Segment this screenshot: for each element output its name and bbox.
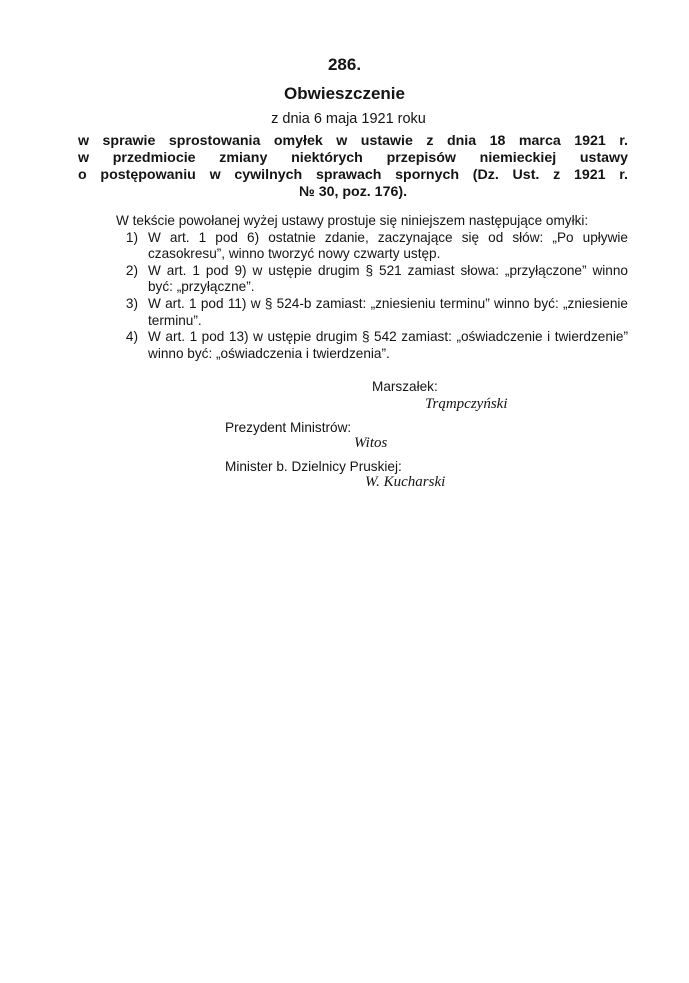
prime-minister-title: Prezydent Ministrów: (225, 420, 352, 435)
marshal-signature: Trąmpczyński (425, 396, 508, 412)
item-text: W art. 1 pod 6) ostatnie zdanie, zaczynające się od słów: „Po upływie czasokresu”, winno tworzyć nowy czwarty ustęp. (148, 229, 628, 262)
corrections-list (78, 230, 628, 363)
list-item (78, 296, 628, 329)
item-number: 4) (125, 329, 138, 345)
item-number: 2) (125, 262, 138, 278)
item-text: W art. 1 pod 9) w ustępie drugim § 521 zamiast słowa: „przyłączone” winno być: „przyłączne”. (148, 262, 628, 295)
list-item (78, 329, 628, 362)
item-text: W art. 1 pod 11) w § 524-b zamiast: „zniesieniu terminu” winno być: „zniesienie terminu”. (148, 295, 628, 328)
marshal-title: Marszałek: (372, 379, 438, 394)
subject-line: o postępowaniu w cywilnych sprawach spornych (Dz. Ust. z 1921 r. (78, 167, 628, 183)
subject-line: w przedmiocie zmiany niektórych przepisów niemieckiej ustawy (78, 150, 628, 166)
document-subject (78, 133, 628, 201)
subject-line: № 30, poz. 176). (298, 184, 408, 200)
item-text: W art. 1 pod 13) w ustępie drugim § 542 zamiast: „oświadczenie i twierdzenie” winno być: „oświadczenia i twierdzenia”. (148, 329, 628, 361)
document-body (78, 213, 628, 362)
item-number: 3) (125, 295, 138, 311)
subject-line: w sprawie sprostowania omyłek w ustawie z dnia 18 marca 1921 r. (78, 133, 628, 149)
document-title: Obwieszczenie (284, 84, 405, 103)
intro-paragraph: W tekście powołanej wyżej ustawy prostuje się niniejszem następujące omyłki: (116, 213, 589, 228)
prime-minister-signature: Witos (354, 435, 388, 451)
minister-title: Minister b. Dzielnicy Pruskiej: (225, 459, 402, 474)
list-item (78, 263, 628, 296)
item-number: 1) (125, 229, 138, 245)
minister-signature: W. Kucharski (365, 474, 446, 490)
list-item (78, 230, 628, 263)
document-number: 286. (327, 55, 362, 74)
document-date: z dnia 6 maja 1921 roku (271, 111, 426, 127)
